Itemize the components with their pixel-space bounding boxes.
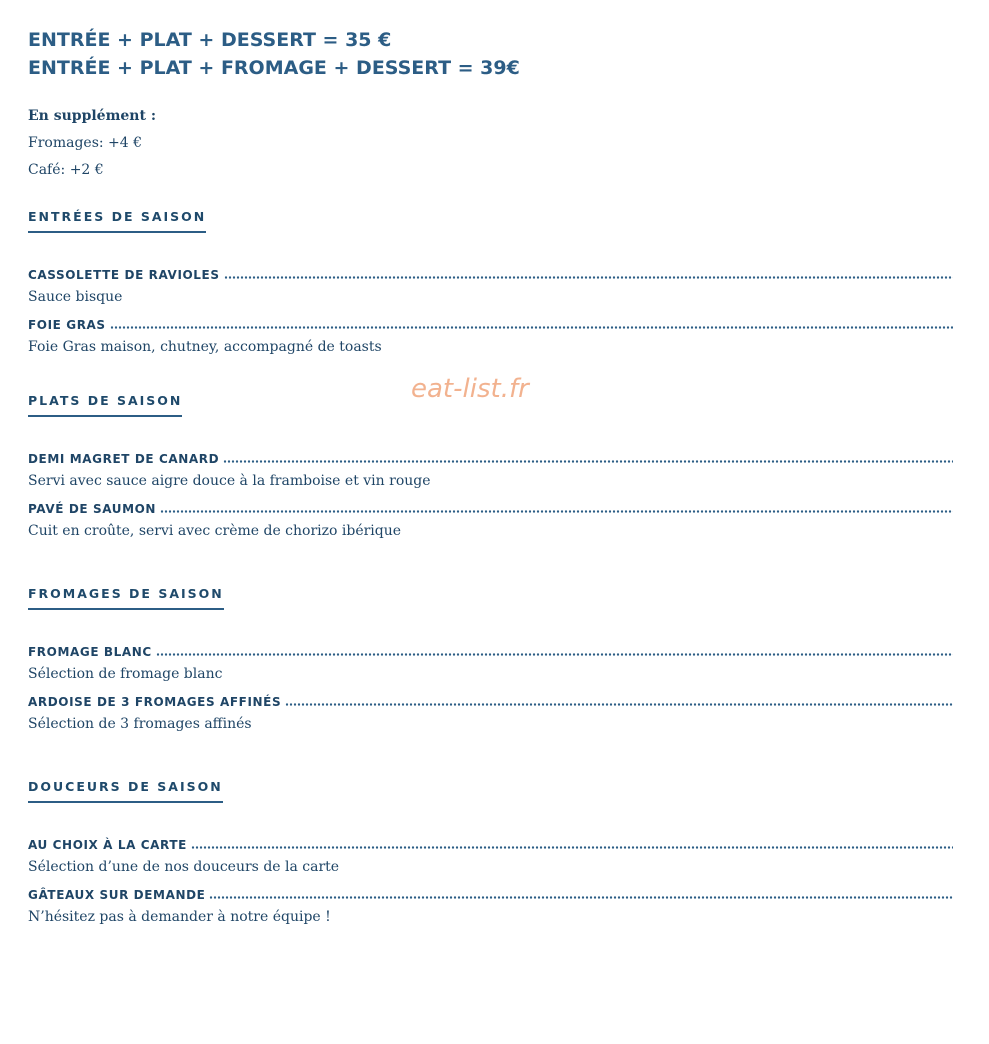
section-plats — [28, 392, 953, 540]
section-title: ENTRÉES DE SAISON — [28, 209, 206, 233]
dotted-leader — [209, 896, 953, 899]
menu-item-description: Servi avec sauce aigre douce à la framboise et vin rouge — [28, 473, 431, 489]
menu-item — [28, 886, 953, 926]
menu-item — [28, 316, 953, 356]
menu-item-name: FOIE GRAS — [28, 318, 106, 332]
menu-page — [28, 26, 953, 926]
formula-price-2: ENTRÉE + PLAT + FROMAGE + DESSERT = 39€ — [28, 57, 520, 79]
supplement-title: En supplément : — [28, 108, 156, 124]
menu-item-name: DEMI MAGRET DE CANARD — [28, 452, 220, 466]
section-title: PLATS DE SAISON — [28, 393, 182, 417]
menu-item — [28, 450, 953, 490]
menu-item-name: ARDOISE DE 3 FROMAGES AFFINÉS — [28, 695, 282, 709]
section-douceurs — [28, 778, 953, 926]
menu-item-description: Sélection de 3 fromages affinés — [28, 716, 252, 732]
menu-items — [28, 450, 953, 540]
watermark: eat-list.fr — [411, 374, 529, 404]
dotted-leader — [285, 703, 953, 706]
dotted-leader — [224, 276, 953, 279]
menu-items — [28, 266, 953, 356]
menu-item-name: AU CHOIX À LA CARTE — [28, 838, 187, 852]
menu-item — [28, 643, 953, 683]
menu-item-name: PAVÉ DE SAUMON — [28, 502, 157, 516]
menu-item-name: FROMAGE BLANC — [28, 645, 152, 659]
menu-items — [28, 643, 953, 733]
supplement-line-coffee: Café: +2 € — [28, 162, 104, 178]
menu-item — [28, 500, 953, 540]
menu-item-name: GÂTEAUX SUR DEMANDE — [28, 888, 206, 902]
menu-items — [28, 836, 953, 926]
menu-item-name: CASSOLETTE DE RAVIOLES — [28, 268, 220, 282]
section-fromages — [28, 585, 953, 733]
menu-item — [28, 266, 953, 306]
menu-item-description: Cuit en croûte, servi avec crème de chorizo ibérique — [28, 523, 402, 539]
dotted-leader — [110, 326, 953, 329]
formula-price-1: ENTRÉE + PLAT + DESSERT = 35 € — [28, 29, 392, 51]
menu-item — [28, 836, 953, 876]
supplement-line-cheese: Fromages: +4 € — [28, 135, 143, 151]
menu-item-description: Foie Gras maison, chutney, accompagné de toasts — [28, 339, 382, 355]
dotted-leader — [156, 653, 953, 656]
menu-item-description: Sélection d’une de nos douceurs de la carte — [28, 859, 340, 875]
section-title: DOUCEURS DE SAISON — [28, 779, 223, 803]
supplement-block — [28, 103, 953, 184]
menu-item-description: N’hésitez pas à demander à notre équipe ! — [28, 909, 331, 925]
menu-item-description: Sélection de fromage blanc — [28, 666, 223, 682]
menu-item — [28, 693, 953, 733]
section-title: FROMAGES DE SAISON — [28, 586, 224, 610]
section-entrees — [28, 208, 953, 356]
dotted-leader — [191, 846, 953, 849]
menu-item-description: Sauce bisque — [28, 289, 123, 305]
dotted-leader — [160, 510, 953, 513]
dotted-leader — [223, 460, 953, 463]
